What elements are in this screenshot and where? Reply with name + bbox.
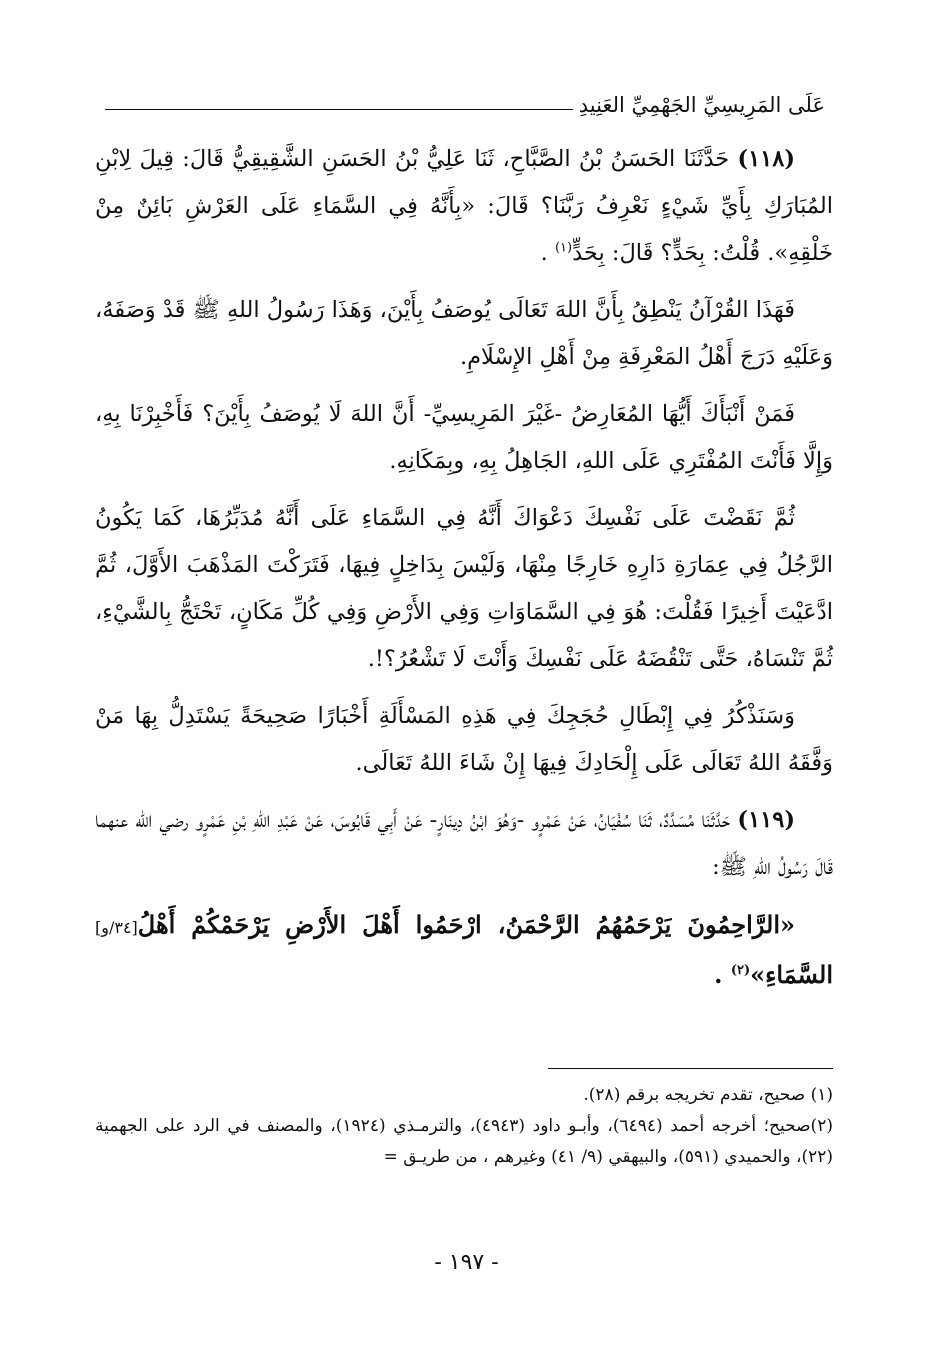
main-text — [95, 136, 833, 1008]
paragraph-2: فَهَذَا القُرْآنُ يَنْطِقُ بِأَنَّ اللهَ تَعَالَى يُوصَفُ بِأَيْنَ، وَهَذَا رَسُولُ اللهِ ﷺ قَدْ وَصَفَهُ، وَعَلَيْهِ دَرَجَ أَهْلُ المَعْرِفَةِ مِنْ أَهْلِ الإِسْلَامِ. — [95, 297, 833, 370]
paragraph-end: . — [714, 960, 723, 989]
hadith-text — [95, 901, 833, 998]
hadith-number: (١١٩) — [737, 807, 795, 833]
page-number: - ١٩٧ - — [434, 1250, 499, 1275]
folio-marker: [٣٤/و] — [95, 918, 138, 937]
paragraph-5: وَسَنَذْكُرُ فِي إِبْطَالِ حُجَجِكَ فِي هَذِهِ المَسْأَلَةِ أَخْبَارًا صَحِيحَةً يَسْتَدِلُّ بِهَا مَنْ وَفَّقَهُ اللهُ تَعَالَى عَلَى إِلْحَادِكَ فِيهَا إِنْ شَاءَ اللهُ تَعَالَى. — [95, 703, 833, 776]
hadith-number: (١١٨) — [737, 146, 796, 172]
hadith-text-part-b: السَّمَاءِ» — [750, 960, 833, 989]
footnote-1: (١) صحيح، تقدم تخريجه برقم (٢٨). — [583, 1085, 833, 1105]
paragraph-4: ثُمَّ نَقَضْتَ عَلَى نَفْسِكَ دَعْوَاكَ أَنَّهُ فِي السَّمَاءِ عَلَى أَنَّهُ مُدَبِّرُهَا، كَمَا يَكُونُ الرَّجُلُ فِي عِمَارَةِ دَارِهِ خَارِجًا مِنْهَا، وَلَيْسَ بِدَاخِلٍ فِيهَا، فَتَرَكْتَ المَذْهَبَ الأَوَّلَ، ثُمَّ ادَّعَيْتَ أَخِيرًا فَقُلْتَ: هُوَ فِي السَّمَاوَاتِ وَفِي الأَرْضِ وَفِي كُلِّ مَكَانٍ، تَحْتَجُّ بِالشَّيْءِ، ثُمَّ تَنْسَاهُ، حَتَّى تَنْقُضَهُ عَلَى نَفْسِكَ وَأَنْتَ لَا تَشْعُرُ؟!. — [95, 505, 833, 672]
running-header-title: عَلَى المَرِيسِيِّ الجَهْمِيِّ العَنِيدِ — [578, 92, 825, 117]
paragraph-3: فَمَنْ أَنْبَأَكَ أَيُّهَا المُعَارِضُ -غَيْرَ المَرِيسِيِّ- أَنَّ اللهَ لَا يُوصَفُ بِأَيْنَ؟ فَأَخْبِرْنَا بِهِ، وَإِلَّا فَأَنْتَ المُفْتَرِي عَلَى اللهِ، الجَاهِلُ بِهِ، وبِمَكَانِهِ. — [95, 401, 833, 474]
footnote-separator — [548, 1068, 833, 1069]
footnote-ref-2: (٢) — [730, 963, 751, 978]
paragraph-text: حَدَّثَنَا مُسَدَّدٌ، ثَنَا سُفْيَانُ، عَنْ عَمْرٍو -وَهُوَ ابْنُ دِينَارٍ- عَنْ أَبِي قَابُوسَ، عَنْ عَبْدِ اللهِ بْنِ عَمْرٍو رضي الله عنهما قَالَ رَسُولُ اللهِ ﷺ: — [95, 807, 833, 880]
paragraph-end: . — [540, 240, 548, 266]
running-header — [105, 78, 825, 118]
footnote-ref-1: (١) — [554, 240, 573, 256]
paragraph-119 — [95, 797, 833, 891]
footnotes — [95, 1080, 833, 1173]
hadith-text-part-a: «الرَّاحِمُونَ يَرْحَمُهُمُ الرَّحْمَنُ، ارْحَمُوا أَهْلَ الأَرْضِ يَرْحَمْكُمْ أَهْلُ — [137, 910, 795, 939]
paragraph-118 — [95, 136, 833, 277]
paragraph-text: حَدَّثَنَا الحَسَنُ بْنُ الصَّبَّاحِ، ثَنَا عَلِيُّ بْنُ الحَسَنِ الشَّقِيقِيُّ قَالَ: قِيلَ لِابْنِ المُبَارَكِ بِأَيِّ شَيْءٍ نَعْرِفُ رَبَّنَا؟ قَالَ: «بِأَنَّهُ فِي السَّمَاءِ عَلَى العَرْشِ بَائِنٌ مِنْ خَلْقِهِ». قُلْتُ: بِحَدٍّ؟ قَالَ: بِحَدٍّ — [95, 146, 833, 266]
footnote-2: (٢)صحيح؛ أخرجه أحمد (٦٤٩٤)، وأبـو داود (٤٩٤٣)، والترمـذي (١٩٢٤)، والمصنف في الرد على الجهمية (٢٢)، والحميدي (٥٩١)، والبيهقي (٩/ ٤١) وغيرهم ، من طريـق = — [95, 1116, 833, 1167]
header-rule — [105, 109, 573, 110]
